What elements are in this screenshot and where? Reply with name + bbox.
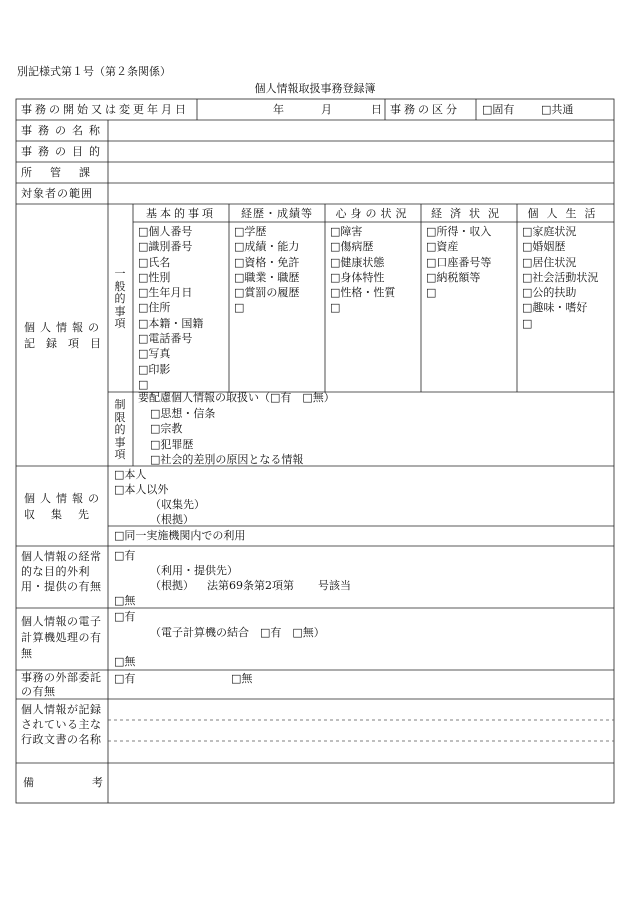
basic-item[interactable]: □個人番号 (138, 225, 193, 238)
header-life: 個人生活 (527, 207, 604, 220)
computer-link-options[interactable]: （電子計算機の結合 □有 □無） (150, 626, 325, 639)
life-item[interactable]: □公的扶助 (522, 286, 577, 300)
life-item[interactable]: □家庭状況 (522, 225, 577, 238)
sensitive-item[interactable]: □宗教 (150, 422, 183, 436)
documents-label: 個人情報が記録されている主な行政文書の名称 (21, 703, 102, 746)
record-items-label-2: 記録項目 (24, 337, 112, 350)
basic-item[interactable]: □写真 (138, 347, 171, 361)
basic-item[interactable]: □電話番号 (138, 332, 193, 346)
general-items-label: 一般的事項 (114, 267, 126, 330)
remarks-label-right: 考 (92, 776, 103, 789)
computer-processing-label: 個人情報の電子計算機処理の有無 (21, 615, 102, 660)
header-basic: 基本的事項 (146, 207, 216, 220)
basic-item[interactable]: □氏名 (138, 255, 171, 269)
month-label: 月 (321, 103, 332, 116)
collect-other-checkbox[interactable]: □本人以外 (114, 483, 169, 496)
external-use-label: 個人情報の経常的な目的外利用・提供の有無 (21, 550, 102, 593)
category-fixed-checkbox[interactable]: □固有 (482, 103, 515, 116)
sensitive-info-title: 要配慮個人情報の取扱い（□有 □無） (138, 391, 335, 404)
category-common-checkbox[interactable]: □共通 (541, 103, 574, 116)
collect-self-checkbox[interactable]: □本人 (114, 468, 147, 481)
header-career: 経歴・成績等 (241, 207, 313, 220)
outsourcing-no-checkbox[interactable]: □無 (231, 672, 253, 685)
health-item[interactable]: □身体特性 (330, 270, 385, 284)
sensitive-item[interactable]: □思想・信条 (150, 407, 216, 420)
career-items-list (234, 224, 299, 316)
basic-items-list (138, 224, 203, 392)
remarks-field[interactable] (109, 764, 613, 802)
career-item[interactable]: □成績・能力 (234, 240, 300, 254)
life-item[interactable]: □婚姻歴 (522, 240, 566, 254)
career-item[interactable]: □職業・職歴 (234, 270, 300, 284)
form-reference: 別記様式第１号（第２条関係） (17, 65, 171, 78)
task-name-label: 事務の名称 (21, 124, 106, 137)
task-purpose-label: 事務の目的 (21, 145, 106, 158)
outsourcing-yes-checkbox[interactable]: □有 (114, 672, 136, 685)
header-economy: 経済状況 (431, 207, 507, 220)
economy-item[interactable]: □納税額等 (426, 270, 481, 284)
life-item[interactable]: □社会活動状況 (522, 270, 599, 284)
outsourcing-label: 事務の外部委託の有無 (21, 671, 102, 698)
restricted-items-label: 制限的事項 (114, 398, 126, 461)
life-item[interactable]: □居住状況 (522, 255, 577, 269)
law-reference-suffix: 号該当 (318, 579, 351, 592)
basic-item[interactable]: □住所 (138, 301, 171, 315)
basic-item[interactable]: □ (138, 377, 149, 391)
life-item[interactable]: □趣味・嗜好 (522, 301, 588, 315)
basic-item[interactable]: □印影 (138, 362, 171, 376)
economy-item[interactable]: □資産 (426, 240, 459, 254)
life-item[interactable]: □ (522, 316, 533, 330)
career-item[interactable]: □ (234, 301, 245, 315)
economy-item[interactable]: □ (426, 286, 437, 300)
sensitive-items-list (150, 406, 303, 467)
external-use-yes-checkbox[interactable]: □有 (114, 549, 136, 562)
career-item[interactable]: □賞罰の履歴 (234, 286, 300, 300)
department-label: 所管課 (21, 166, 108, 179)
header-health: 心身の状況 (335, 207, 411, 220)
law-reference: 法第69条第2項第 (207, 579, 294, 592)
target-scope-label: 対象者の範囲 (21, 187, 93, 200)
documents-line-3[interactable] (109, 742, 613, 762)
collection-label-1: 個人情報の (24, 492, 104, 505)
sensitive-item[interactable]: □社会的差別の原因となる情報 (150, 452, 304, 466)
record-items-label-1: 個人情報の (24, 321, 104, 334)
external-use-target-label: （利用・提供先） (150, 564, 238, 577)
start-date-label: 事務の開始又は変更年月日 (21, 103, 189, 116)
basic-item[interactable]: □性別 (138, 270, 171, 284)
sensitive-item[interactable]: □犯罪歴 (150, 437, 194, 451)
year-label: 年 (273, 103, 284, 116)
day-label: 日 (371, 103, 382, 116)
collection-label-2: 収集先 (24, 508, 105, 521)
economy-item[interactable]: □口座番号等 (426, 255, 492, 269)
external-use-basis-label: （根拠） (150, 579, 194, 592)
health-item[interactable]: □健康状態 (330, 255, 385, 269)
economy-items-list (426, 224, 491, 300)
documents-line-2[interactable] (109, 721, 613, 740)
basic-item[interactable]: □生年月日 (138, 286, 193, 300)
category-label: 事務の区分 (390, 103, 460, 116)
health-item[interactable]: □傷病歴 (330, 240, 374, 254)
computer-yes-checkbox[interactable]: □有 (114, 610, 136, 623)
career-item[interactable]: □学歴 (234, 225, 267, 238)
collection-basis-label: （根拠） (150, 513, 194, 526)
career-item[interactable]: □資格・免許 (234, 255, 300, 269)
health-items-list (330, 224, 395, 316)
health-item[interactable]: □障害 (330, 225, 363, 238)
documents-line-1[interactable] (109, 700, 613, 719)
basic-item[interactable]: □本籍・国籍 (138, 316, 204, 330)
health-item[interactable]: □ (330, 301, 341, 315)
page-title: 個人情報取扱事務登録簿 (254, 82, 376, 95)
collection-source-label: （収集先） (150, 498, 205, 511)
computer-no-checkbox[interactable]: □無 (114, 655, 136, 668)
health-item[interactable]: □性格・性質 (330, 286, 396, 300)
remarks-label-left: 備 (23, 776, 34, 789)
life-items-list (522, 224, 598, 331)
internal-use-checkbox[interactable]: □同一実施機関内での利用 (114, 529, 246, 542)
basic-item[interactable]: □識別番号 (138, 240, 193, 254)
external-use-no-checkbox[interactable]: □無 (114, 594, 136, 607)
economy-item[interactable]: □所得・収入 (426, 225, 492, 238)
